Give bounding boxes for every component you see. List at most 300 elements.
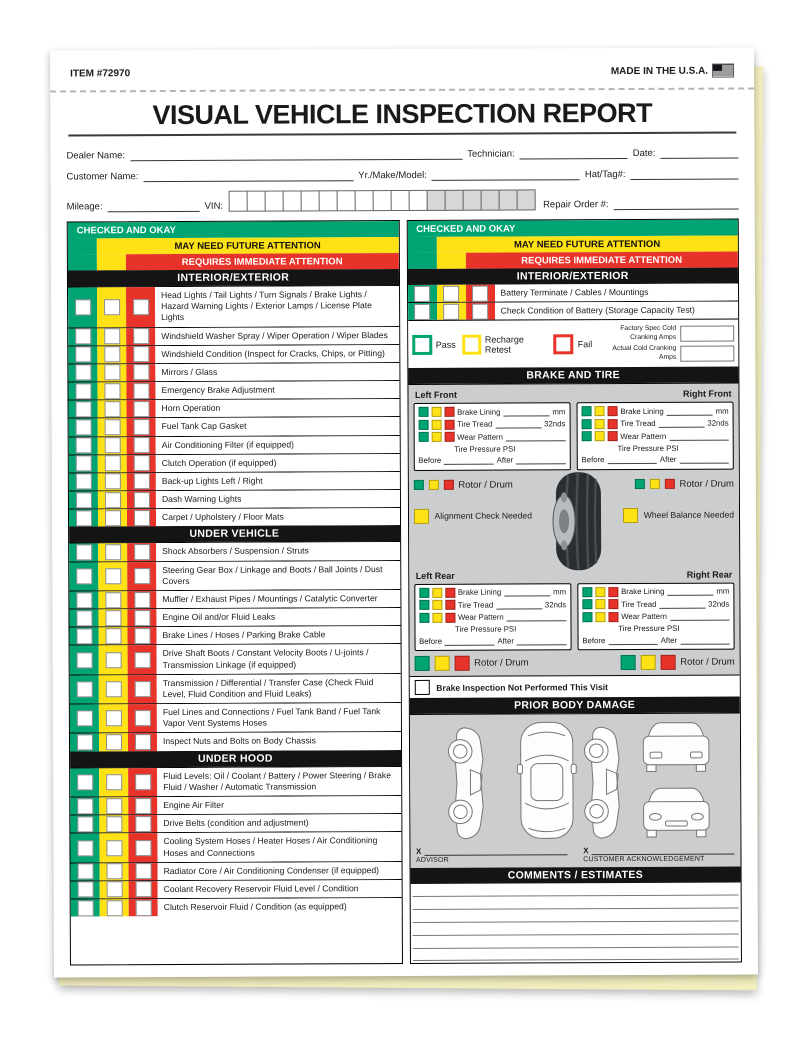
yellow-checkbox[interactable] bbox=[105, 610, 121, 626]
checklist-item-label: Transmission / Differential / Transfer Case (Check Fluid Level, Fluid Condition and Fluid Leaks) bbox=[157, 674, 401, 703]
vin-box[interactable] bbox=[319, 190, 338, 211]
checklist-row bbox=[71, 897, 402, 917]
date-field[interactable] bbox=[660, 147, 738, 159]
yellow-checkbox[interactable] bbox=[106, 900, 122, 916]
pass-checkbox[interactable] bbox=[412, 335, 432, 355]
g-indicator[interactable] bbox=[582, 587, 592, 597]
fail-checkbox[interactable] bbox=[554, 334, 574, 354]
section-brake-and-tire: BRAKE AND TIRE bbox=[408, 367, 739, 384]
actual-cold-label: Actual Cold Cranking Amps bbox=[612, 345, 677, 361]
recharge-retest-label: Recharge Retest bbox=[484, 334, 524, 355]
g-indicator[interactable] bbox=[419, 600, 429, 610]
red-checkbox[interactable] bbox=[134, 610, 150, 626]
yellow-checkbox-cell bbox=[437, 285, 466, 302]
red-checkbox[interactable] bbox=[134, 734, 150, 750]
green-checkbox[interactable] bbox=[77, 900, 93, 916]
r-indicator[interactable] bbox=[445, 613, 455, 623]
vin-box[interactable] bbox=[373, 190, 392, 211]
yellow-checkbox[interactable] bbox=[105, 734, 121, 750]
yr-make-model-field[interactable] bbox=[432, 168, 580, 181]
tire-tread-field[interactable] bbox=[659, 599, 705, 608]
red-checkbox-cell bbox=[127, 627, 156, 644]
vin-box[interactable] bbox=[265, 191, 284, 212]
g-indicator[interactable] bbox=[418, 407, 428, 417]
after-field[interactable] bbox=[680, 635, 729, 644]
green-checkbox[interactable] bbox=[75, 328, 91, 344]
customer-x-mark: X bbox=[583, 846, 589, 856]
red-checkbox-cell bbox=[127, 418, 156, 435]
right-rear-label: Right Rear bbox=[686, 569, 733, 580]
wear-pattern-label: Wear Pattern bbox=[457, 432, 503, 442]
yellow-checkbox[interactable] bbox=[104, 365, 120, 381]
r-indicator[interactable] bbox=[608, 599, 618, 609]
checklist-row bbox=[70, 731, 401, 751]
red-checkbox[interactable] bbox=[133, 328, 149, 344]
checklist-row bbox=[71, 879, 402, 899]
green-checkbox-cell bbox=[69, 491, 98, 508]
green-checkbox[interactable] bbox=[75, 419, 91, 435]
yellow-checkbox[interactable] bbox=[104, 328, 120, 344]
hat-tag-field[interactable] bbox=[630, 168, 738, 180]
yellow-checkbox[interactable] bbox=[106, 816, 122, 832]
green-checkbox[interactable] bbox=[414, 304, 430, 320]
vehicle-damage-diagram[interactable] bbox=[415, 717, 734, 844]
green-checkbox[interactable] bbox=[75, 492, 91, 508]
green-checkbox[interactable] bbox=[77, 774, 93, 790]
left-front-box bbox=[413, 403, 571, 471]
red-checkbox[interactable] bbox=[133, 437, 149, 453]
us-flag-icon bbox=[712, 64, 734, 78]
form-title: VISUAL VEHICLE INSPECTION REPORT bbox=[68, 96, 736, 137]
legend-immediate-attention: REQUIRES IMMEDIATE ATTENTION bbox=[126, 253, 399, 270]
y-indicator[interactable] bbox=[595, 599, 605, 609]
red-checkbox-cell bbox=[127, 400, 156, 417]
r-indicator[interactable] bbox=[608, 587, 618, 597]
yellow-checkbox[interactable] bbox=[105, 711, 121, 727]
wheel-balance-label: Wheel Balance Needed bbox=[643, 509, 735, 521]
checklist-row bbox=[69, 560, 400, 591]
yellow-checkbox-cell bbox=[99, 704, 128, 732]
brake-lining-label: Brake Lining bbox=[457, 587, 502, 598]
yellow-checkbox-cell bbox=[98, 419, 127, 436]
green-checkbox[interactable] bbox=[75, 474, 91, 490]
red-checkbox[interactable] bbox=[134, 652, 150, 668]
red-checkbox[interactable] bbox=[134, 592, 150, 608]
vin-box[interactable] bbox=[481, 190, 500, 211]
checklist-item-label: Inspect Nuts and Bolts on Body Chassis bbox=[157, 732, 401, 750]
g-indicator[interactable] bbox=[581, 431, 591, 441]
red-checkbox[interactable] bbox=[133, 383, 149, 399]
y-indicator[interactable] bbox=[594, 419, 604, 429]
yellow-checkbox[interactable] bbox=[106, 798, 122, 814]
vin-box[interactable] bbox=[337, 190, 356, 211]
yellow-checkbox-cell bbox=[97, 346, 126, 363]
green-checkbox[interactable] bbox=[75, 510, 91, 526]
red-checkbox[interactable] bbox=[135, 774, 151, 790]
wear-pattern-row bbox=[418, 432, 565, 443]
green-checkbox[interactable] bbox=[76, 568, 92, 584]
yellow-checkbox[interactable] bbox=[105, 628, 121, 644]
tire-tread-field[interactable] bbox=[659, 419, 705, 428]
vin-box[interactable] bbox=[499, 189, 518, 210]
yellow-checkbox[interactable] bbox=[105, 681, 121, 697]
green-checkbox[interactable] bbox=[75, 365, 91, 381]
legend-future-attention: MAY NEED FUTURE ATTENTION bbox=[97, 237, 399, 254]
green-checkbox[interactable] bbox=[77, 840, 93, 856]
yellow-checkbox[interactable] bbox=[106, 863, 122, 879]
red-checkbox-cell bbox=[128, 646, 157, 674]
green-checkbox[interactable] bbox=[76, 610, 92, 626]
before-label: Before bbox=[418, 456, 442, 466]
vin-box[interactable] bbox=[409, 190, 428, 211]
tire-pressure-label: Tire Pressure PSI bbox=[454, 624, 517, 635]
red-checkbox[interactable] bbox=[133, 492, 149, 508]
green-checkbox[interactable] bbox=[75, 299, 91, 315]
wear-pattern-row bbox=[419, 612, 566, 623]
r-indicator[interactable] bbox=[444, 420, 454, 430]
vin-box[interactable] bbox=[391, 190, 410, 211]
r-indicator[interactable] bbox=[607, 431, 617, 441]
section-bar: UNDER VEHICLE bbox=[69, 525, 400, 542]
red-checkbox-cell bbox=[466, 303, 495, 320]
vin-box[interactable] bbox=[463, 190, 482, 211]
vin-box[interactable] bbox=[301, 190, 320, 211]
red-checkbox[interactable] bbox=[134, 710, 150, 726]
vin-box[interactable] bbox=[355, 190, 374, 211]
tire-tread-field[interactable] bbox=[495, 420, 541, 429]
legend-green-cell bbox=[407, 237, 436, 253]
g-indicator[interactable] bbox=[581, 406, 591, 416]
red-checkbox[interactable] bbox=[133, 455, 149, 471]
actual-cold-field[interactable] bbox=[680, 345, 734, 361]
checklist-item-label: Drive Shaft Boots / Constant Velocity Boots / U-joints / Transmission Linkage (if equipped) bbox=[157, 644, 401, 673]
vin-box[interactable] bbox=[427, 190, 446, 211]
technician-label: Technician: bbox=[467, 148, 515, 160]
yellow-checkbox-cell bbox=[98, 544, 127, 561]
repair-order-field[interactable] bbox=[614, 198, 739, 211]
vin-label: VIN: bbox=[204, 200, 224, 212]
g-indicator[interactable] bbox=[418, 420, 428, 430]
green-checkbox[interactable] bbox=[77, 816, 93, 832]
after-field[interactable] bbox=[516, 456, 565, 465]
yellow-checkbox[interactable] bbox=[105, 568, 121, 584]
green-checkbox[interactable] bbox=[77, 864, 93, 880]
green-indicator[interactable] bbox=[620, 655, 635, 670]
yellow-checkbox[interactable] bbox=[106, 882, 122, 898]
yellow-indicator[interactable] bbox=[428, 480, 438, 490]
red-checkbox-cell bbox=[127, 473, 156, 490]
red-checkbox[interactable] bbox=[134, 628, 150, 644]
yellow-checkbox[interactable] bbox=[104, 474, 120, 490]
yellow-checkbox-cell bbox=[98, 609, 127, 626]
green-checkbox-cell bbox=[70, 815, 99, 832]
legend-future-attention-row bbox=[68, 237, 399, 254]
y-indicator[interactable] bbox=[432, 588, 442, 598]
checklist-row bbox=[68, 380, 399, 400]
red-indicator[interactable] bbox=[443, 480, 453, 490]
advisor-signature-field[interactable] bbox=[424, 846, 567, 857]
section-bar: UNDER HOOD bbox=[70, 750, 401, 767]
checklist-item-label: Shock Absorbers / Suspension / Struts bbox=[156, 542, 400, 560]
yellow-checkbox[interactable] bbox=[104, 419, 120, 435]
red-checkbox-cell bbox=[127, 543, 156, 560]
not-performed-label: Brake Inspection Not Performed This Visit bbox=[436, 681, 609, 693]
dealer-name-field[interactable] bbox=[130, 148, 462, 161]
after-field[interactable] bbox=[679, 455, 728, 464]
vin-box[interactable] bbox=[247, 191, 266, 212]
green-checkbox-cell bbox=[70, 834, 99, 862]
wear-pattern-field[interactable] bbox=[669, 431, 728, 440]
green-checkbox[interactable] bbox=[76, 592, 92, 608]
checklist-item-label: Clutch Reservoir Fluid / Condition (as equipped) bbox=[158, 898, 402, 916]
green-checkbox[interactable] bbox=[75, 347, 91, 363]
r-indicator[interactable] bbox=[444, 432, 454, 442]
yellow-checkbox[interactable] bbox=[443, 304, 459, 320]
brake-lining-row bbox=[419, 587, 566, 598]
red-checkbox[interactable] bbox=[134, 681, 150, 697]
y-indicator[interactable] bbox=[594, 431, 604, 441]
checklist-row bbox=[70, 643, 401, 674]
dealer-name-label: Dealer Name: bbox=[66, 150, 126, 162]
brake-lining-field[interactable] bbox=[504, 588, 550, 597]
red-indicator[interactable] bbox=[454, 656, 469, 671]
red-checkbox-cell bbox=[129, 881, 158, 898]
r-indicator[interactable] bbox=[607, 419, 617, 429]
green-checkbox[interactable] bbox=[76, 544, 92, 560]
green-checkbox[interactable] bbox=[75, 437, 91, 453]
green-indicator[interactable] bbox=[414, 656, 429, 671]
red-checkbox-cell bbox=[129, 863, 158, 880]
yellow-checkbox-cell bbox=[99, 734, 128, 751]
wear-pattern-field[interactable] bbox=[670, 612, 729, 621]
red-checkbox[interactable] bbox=[135, 900, 151, 916]
brake-lining-field[interactable] bbox=[503, 407, 549, 416]
checklist-row bbox=[69, 541, 400, 561]
mm-unit: mm bbox=[553, 587, 567, 597]
inspection-form-sheet bbox=[50, 47, 758, 977]
before-field[interactable] bbox=[444, 456, 493, 465]
green-checkbox-cell bbox=[408, 303, 437, 320]
red-checkbox[interactable] bbox=[133, 365, 149, 381]
legend-immediate-attention-row bbox=[407, 252, 738, 269]
recharge-retest-checkbox[interactable] bbox=[462, 334, 481, 354]
before-field[interactable] bbox=[607, 455, 656, 464]
legend-immediate-attention-row bbox=[68, 253, 399, 270]
red-checkbox-cell bbox=[128, 797, 157, 814]
legend-checked-okay: CHECKED AND OKAY bbox=[407, 220, 738, 237]
red-checkbox[interactable] bbox=[133, 474, 149, 490]
yellow-checkbox[interactable] bbox=[104, 437, 120, 453]
wear-pattern-field[interactable] bbox=[506, 432, 565, 441]
right-column bbox=[406, 219, 742, 964]
comment-line[interactable] bbox=[412, 960, 739, 964]
green-indicator[interactable] bbox=[634, 479, 644, 489]
vin-box[interactable] bbox=[517, 189, 536, 210]
y-indicator[interactable] bbox=[595, 612, 605, 622]
red-checkbox[interactable] bbox=[133, 299, 149, 315]
yellow-checkbox[interactable] bbox=[104, 347, 120, 363]
checklist-item-label: Steering Gear Box / Linkage and Boots / Ball Joints / Dust Covers bbox=[156, 561, 400, 590]
y-indicator[interactable] bbox=[594, 406, 604, 416]
technician-field[interactable] bbox=[520, 147, 628, 159]
green-checkbox[interactable] bbox=[77, 882, 93, 898]
g-indicator[interactable] bbox=[582, 599, 592, 609]
customer-signature-field[interactable] bbox=[592, 845, 735, 856]
legend-future-attention: MAY NEED FUTURE ATTENTION bbox=[436, 236, 738, 253]
yellow-checkbox[interactable] bbox=[106, 840, 122, 856]
checklist-row bbox=[69, 453, 400, 473]
red-checkbox[interactable] bbox=[133, 510, 149, 526]
wear-pattern-field[interactable] bbox=[507, 613, 566, 622]
green-checkbox[interactable] bbox=[75, 383, 91, 399]
g-indicator[interactable] bbox=[419, 588, 429, 598]
red-checkbox[interactable] bbox=[472, 285, 488, 301]
tire-tread-field[interactable] bbox=[496, 600, 542, 609]
r-indicator[interactable] bbox=[608, 612, 618, 622]
left-rear-box bbox=[414, 583, 572, 651]
red-checkbox[interactable] bbox=[135, 816, 151, 832]
yellow-checkbox[interactable] bbox=[104, 492, 120, 508]
red-checkbox[interactable] bbox=[135, 798, 151, 814]
yellow-checkbox[interactable] bbox=[106, 774, 122, 790]
yellow-checkbox[interactable] bbox=[104, 456, 120, 472]
g-indicator[interactable] bbox=[582, 612, 592, 622]
red-checkbox[interactable] bbox=[134, 544, 150, 560]
yellow-checkbox[interactable] bbox=[105, 544, 121, 560]
g-indicator[interactable] bbox=[581, 419, 591, 429]
checklist-item-label: Coolant Recovery Reservoir Fluid Level / Condition bbox=[158, 880, 402, 898]
green-checkbox[interactable] bbox=[75, 401, 91, 417]
after-label: After bbox=[660, 635, 678, 645]
yellow-checkbox[interactable] bbox=[104, 299, 120, 315]
green-checkbox[interactable] bbox=[76, 711, 92, 727]
checklist-item-label: Air Conditioning Filter (if equipped) bbox=[156, 436, 400, 454]
red-checkbox[interactable] bbox=[135, 840, 151, 856]
brake-lining-field[interactable] bbox=[667, 587, 713, 596]
r-indicator[interactable] bbox=[445, 600, 455, 610]
brake-lining-field[interactable] bbox=[667, 406, 713, 415]
tire-tread-row bbox=[419, 600, 566, 611]
checklist-item-label: Head Lights / Tail Lights / Turn Signals / Brake Lights / Hazard Warning Lights / Exterior Lamps / License Plate Lights bbox=[155, 286, 399, 327]
before-field[interactable] bbox=[608, 636, 657, 645]
tire-image bbox=[546, 471, 602, 571]
red-checkbox[interactable] bbox=[472, 303, 488, 319]
yellow-checkbox[interactable] bbox=[104, 401, 120, 417]
g-indicator[interactable] bbox=[418, 432, 428, 442]
r-indicator[interactable] bbox=[607, 406, 617, 416]
red-checkbox[interactable] bbox=[135, 882, 151, 898]
r-indicator[interactable] bbox=[445, 588, 455, 598]
after-field[interactable] bbox=[517, 636, 566, 645]
y-indicator[interactable] bbox=[432, 613, 442, 623]
vin-box[interactable] bbox=[445, 190, 464, 211]
wheel-balance-checkbox[interactable] bbox=[623, 508, 638, 523]
green-checkbox[interactable] bbox=[76, 681, 92, 697]
red-checkbox[interactable] bbox=[133, 419, 149, 435]
dealer-row bbox=[66, 147, 738, 162]
yellow-checkbox[interactable] bbox=[443, 285, 459, 301]
vin-box[interactable] bbox=[229, 191, 248, 212]
y-indicator[interactable] bbox=[595, 587, 605, 597]
y-indicator[interactable] bbox=[431, 420, 441, 430]
green-checkbox[interactable] bbox=[76, 652, 92, 668]
customer-acknowledgement-label: CUSTOMER ACKNOWLEDGEMENT bbox=[583, 855, 705, 864]
green-checkbox[interactable] bbox=[75, 456, 91, 472]
checklist-row bbox=[70, 795, 401, 815]
left-checklist-column bbox=[67, 220, 403, 965]
factory-spec-field[interactable] bbox=[680, 325, 734, 341]
checklist-row bbox=[69, 471, 400, 491]
checklist-item-label: Cooling System Hoses / Heater Hoses / Air Conditioning Hoses and Connections bbox=[157, 832, 401, 861]
green-checkbox-cell bbox=[69, 544, 98, 561]
red-checkbox[interactable] bbox=[133, 401, 149, 417]
before-label: Before bbox=[419, 636, 443, 646]
wear-pattern-row bbox=[582, 611, 729, 622]
green-checkbox-cell bbox=[70, 768, 99, 796]
red-indicator[interactable] bbox=[660, 655, 675, 670]
red-checkbox-cell bbox=[128, 704, 157, 732]
yellow-checkbox[interactable] bbox=[105, 652, 121, 668]
yellow-checkbox-cell bbox=[97, 287, 126, 327]
car-top-view bbox=[517, 723, 576, 839]
checklist-row bbox=[68, 285, 399, 327]
mileage-field[interactable] bbox=[108, 200, 200, 212]
customer-name-field[interactable] bbox=[143, 169, 353, 182]
checklist-item-label: Dash Warning Lights bbox=[156, 490, 400, 508]
yellow-checkbox[interactable] bbox=[105, 592, 121, 608]
green-checkbox[interactable] bbox=[414, 285, 430, 301]
green-checkbox-cell bbox=[68, 382, 97, 399]
yellow-indicator[interactable] bbox=[649, 479, 659, 489]
yellow-checkbox-cell bbox=[100, 863, 129, 880]
right-front-box bbox=[576, 402, 734, 470]
yellow-checkbox-cell bbox=[98, 455, 127, 472]
g-indicator[interactable] bbox=[419, 613, 429, 623]
left-front-label: Left Front bbox=[414, 390, 458, 401]
checklist-item-label: Radiator Core / Air Conditioning Condenser (if equipped) bbox=[158, 862, 402, 880]
green-checkbox-cell bbox=[70, 675, 99, 703]
yellow-checkbox[interactable] bbox=[104, 510, 120, 526]
red-indicator[interactable] bbox=[664, 479, 674, 489]
green-checkbox[interactable] bbox=[76, 628, 92, 644]
left-rear-label: Left Rear bbox=[415, 570, 455, 581]
checklist-row bbox=[70, 766, 401, 797]
vin-box[interactable] bbox=[283, 190, 302, 211]
red-checkbox[interactable] bbox=[135, 863, 151, 879]
before-field[interactable] bbox=[445, 636, 494, 645]
alignment-check-checkbox[interactable] bbox=[413, 509, 428, 524]
green-checkbox-cell bbox=[69, 510, 98, 527]
y-indicator[interactable] bbox=[432, 600, 442, 610]
comments-area[interactable] bbox=[410, 883, 741, 964]
yellow-checkbox[interactable] bbox=[104, 383, 120, 399]
red-checkbox[interactable] bbox=[134, 568, 150, 584]
yellow-checkbox-cell bbox=[98, 491, 127, 508]
green-checkbox[interactable] bbox=[76, 734, 92, 750]
green-indicator[interactable] bbox=[413, 480, 423, 490]
red-checkbox[interactable] bbox=[133, 346, 149, 362]
yellow-indicator[interactable] bbox=[640, 655, 655, 670]
pass-label: Pass bbox=[435, 339, 456, 350]
yellow-indicator[interactable] bbox=[434, 656, 449, 671]
rotor-alignment-zone bbox=[413, 474, 734, 567]
yellow-checkbox-cell bbox=[98, 437, 127, 454]
y-indicator[interactable] bbox=[431, 432, 441, 442]
not-performed-checkbox[interactable] bbox=[414, 680, 429, 695]
green-checkbox[interactable] bbox=[77, 798, 93, 814]
y-indicator[interactable] bbox=[431, 407, 441, 417]
r-indicator[interactable] bbox=[444, 407, 454, 417]
